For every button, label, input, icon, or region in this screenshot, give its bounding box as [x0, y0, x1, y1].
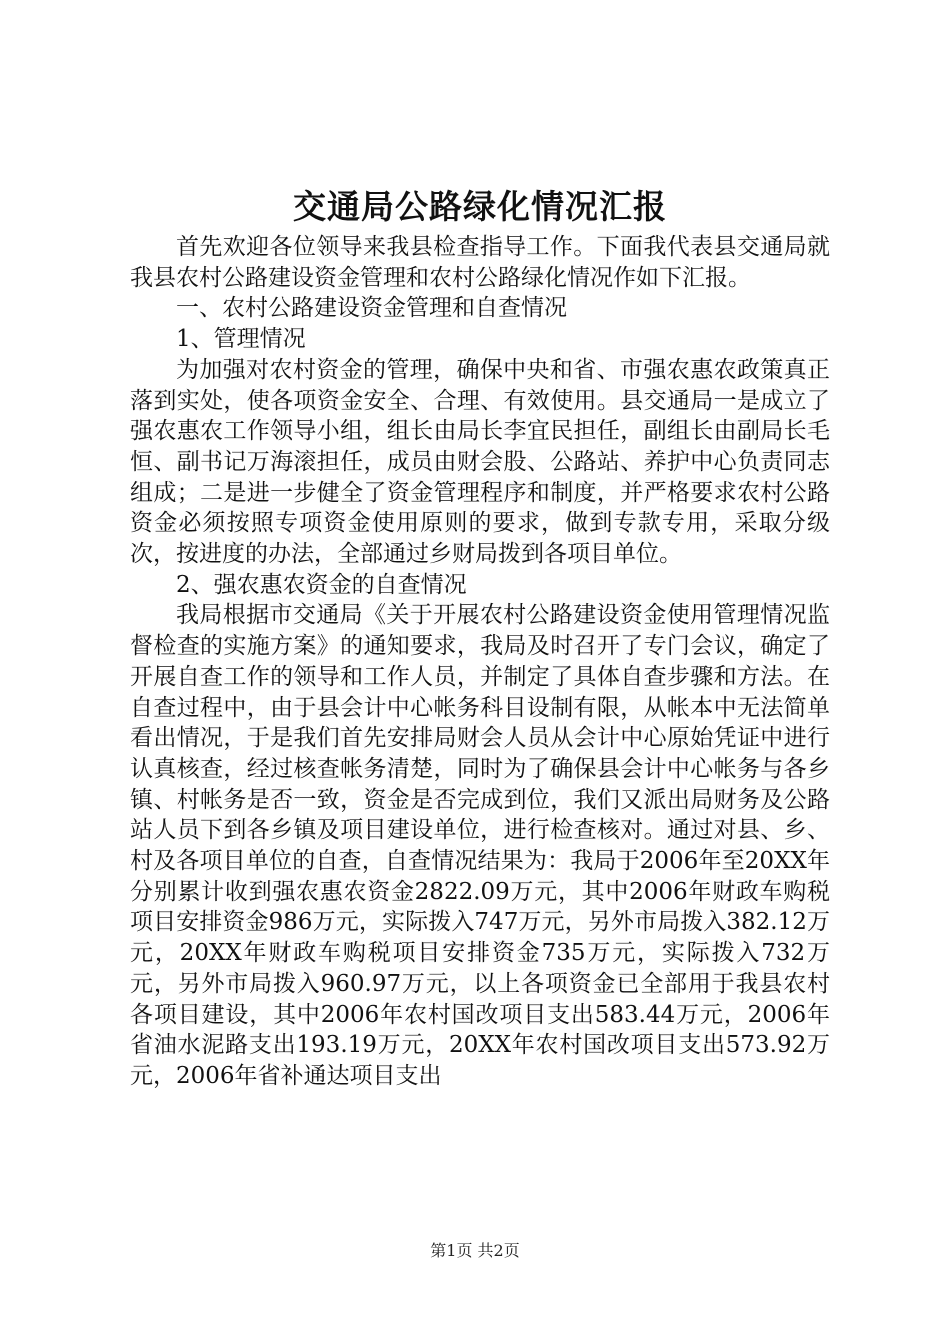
document-page: [130, 182, 830, 1092]
paragraph-self-check: 我局根据市交通局《关于开展农村公路建设资金使用管理情况监督检查的实施方案》的通知要求，我局及时召开了专门会议，确定了开展自查工作的领导和工作人员，并制定了具体自查步骤和方法。在自查过程中，由于县会计中心帐务科目设制有限，从帐本中无法简单看出情况，于是我们首先安排局财会人员从会计中心原始凭证中进行认真核查，经过核查帐务清楚，同时为了确保县会计中心帐务与各乡镇、村帐务是否一致，资金是否完成到位，我们又派出局财务及公路站人员下到各乡镇及项目建设单位，进行检查核对。通过对县、乡、村及各项目单位的自查，自查情况结果为：我局于2006年至20XX年分别累计收到强农惠农资金2822.09万元，其中2006年财政车购税项目安排资金986万元，实际拨入747万元，另外市局拨入382.12万元，20XX年财政车购税项目安排资金735万元，实际拨入732万元，另外市局拨入960.97万元，以上各项资金已全部用于我县农村各项目建设，其中2006年农村国改项目支出583.44万元，2006年省油水泥路支出193.19万元，20XX年农村国改项目支出573.92万元，2006年省补通达项目支出: [130, 602, 830, 1089]
document-title: 交通局公路绿化情况汇报: [293, 187, 667, 226]
subsection-heading-management: 1、管理情况: [176, 326, 306, 353]
subsection-heading-self-check: 2、强农惠农资金的自查情况: [176, 571, 467, 598]
paragraph-intro: 首先欢迎各位领导来我县检查指导工作。下面我代表县交通局就我县农村公路建设资金管理和农村公路绿化情况作如下汇报。: [130, 234, 830, 291]
section-heading-1: 一、农村公路建设资金管理和自查情况: [176, 295, 567, 322]
page-footer: 第1页 共2页: [430, 1241, 520, 1260]
paragraph-management: 为加强对农村资金的管理，确保中央和省、市强农惠农政策真正落到实处，使各项资金安全、合理、有效使用。县交通局一是成立了强农惠农工作领导小组，组长由局长李宜民担任，副组长由副局长毛恒、副书记万海滚担任，成员由财会股、公路站、养护中心负责同志组成；二是进一步健全了资金管理程序和制度，并严格要求农村公路资金必须按照专项资金使用原则的要求，做到专款专用，采取分级次，按进度的办法，全部通过乡财局拨到各项目单位。: [130, 356, 830, 568]
